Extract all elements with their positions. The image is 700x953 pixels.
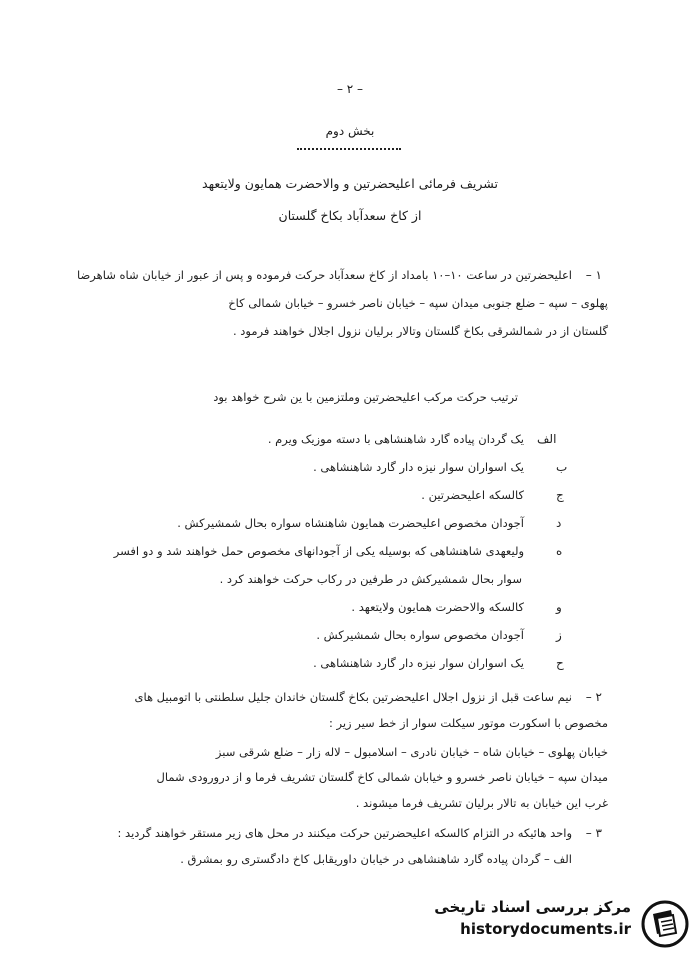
- order-letter: د: [556, 516, 562, 530]
- item-1-number: ۱ –: [585, 268, 602, 282]
- order-intro: ترتیب حرکت مرکب اعلیحضرتین وملتزمین با ین شرح خواهد بود: [213, 390, 518, 404]
- title-line-1: تشریف فرمائی اعلیحضرتین و والاحضرت همایون ولایتعهد: [202, 176, 498, 191]
- order-item-text: سوار بحال شمشیرکش در طرفین در رکاب حرکت خواهند کرد .: [219, 572, 522, 586]
- item-1-line: گلستان از در شمالشرقی بکاخ گلستان وتالار برلیان نزول اجلال خواهند فرمود .: [232, 324, 608, 338]
- item-1-line: اعلیحضرتین در ساعت ۱۰–۱۰ بامداد از کاخ سعدآباد حرکت فرموده و پس از عبور از خیابان شاه شاهرضا: [77, 268, 572, 282]
- watermark-url-text: historydocuments.ir: [460, 920, 631, 938]
- watermark: [415, 892, 695, 952]
- order-letter: ز: [556, 628, 562, 642]
- item-1-line: پهلوی – سپه – ضلع جنوبی میدان سپه – خیابان ناصر خسرو – خیابان شمالی کاخ: [228, 296, 608, 310]
- order-item-text: آجودان مخصوص اعلیحضرت همایون شاهنشاه سواره بحال شمشیرکش .: [177, 516, 524, 530]
- item-3-line: واحد هائیکه در التزام کالسکه اعلیحضرتین حرکت میکنند در محل های زیر مستقر خواهند گردید :: [117, 826, 572, 840]
- order-item-text: ولیعهدی شاهنشاهی که بوسیله یکی از آجودانهای مخصوص حمل خواهند شد و دو افسر: [113, 544, 524, 558]
- order-item-text: یک اسواران سوار نیزه دار گارد شاهنشاهی .: [313, 656, 524, 670]
- item-3-number: ۳ –: [585, 826, 602, 840]
- watermark-persian-text: مرکز بررسی اسناد تاریخی: [434, 898, 631, 916]
- order-letter: ج: [556, 488, 564, 502]
- page-number: – ۲ –: [336, 82, 364, 96]
- heading-underline: [297, 148, 401, 150]
- order-item-text: کالسکه والاحضرت همایون ولایتعهد .: [351, 600, 524, 614]
- item-2-line: خیابان پهلوی – خیابان شاه – خیابان نادری – اسلامبول – لاله زار – ضلع شرقی سبز: [215, 745, 608, 759]
- item-2-number: ۲ –: [585, 690, 602, 704]
- order-letter: ه: [556, 544, 563, 558]
- order-letter: الف: [537, 432, 557, 446]
- order-item-text: کالسکه اعلیحضرتین .: [421, 488, 524, 502]
- order-letter: ح: [556, 656, 564, 670]
- section-heading: بخش دوم: [325, 124, 375, 138]
- item-2-line: نیم ساعت قبل از نزول اجلال اعلیحضرتین بکاخ گلستان خاندان جلیل سلطنتی با اتومبیل های: [134, 690, 572, 704]
- document-stack-icon: [641, 900, 689, 948]
- order-item-text: یک گردان پیاده گارد شاهنشاهی با دسته موزیک ویرم .: [267, 432, 524, 446]
- title-line-2: از کاخ سعدآباد بکاخ گلستان: [278, 208, 422, 223]
- order-letter: و: [556, 600, 562, 614]
- order-item-text: یک اسواران سوار نیزه دار گارد شاهنشاهی .: [313, 460, 524, 474]
- order-item-text: آجودان مخصوص سواره بحال شمشیرکش .: [316, 628, 524, 642]
- item-2-line: میدان سپه – خیابان ناصر خسرو و خیابان شمالی کاخ گلستان تشریف فرما و از درورودی شمال: [156, 770, 608, 784]
- order-letter: ب: [556, 460, 568, 474]
- item-3-line: الف – گردان پیاده گارد شاهنشاهی در خیابان داوریقابل کاخ دادگستری رو بمشرق .: [180, 852, 572, 866]
- item-2-line: غرب این خیابان به تالار برلیان تشریف فرما میشوند .: [355, 796, 608, 810]
- item-2-line: مخصوص با اسکورت موتور سیکلت سوار از خط سیر زیر :: [328, 716, 608, 730]
